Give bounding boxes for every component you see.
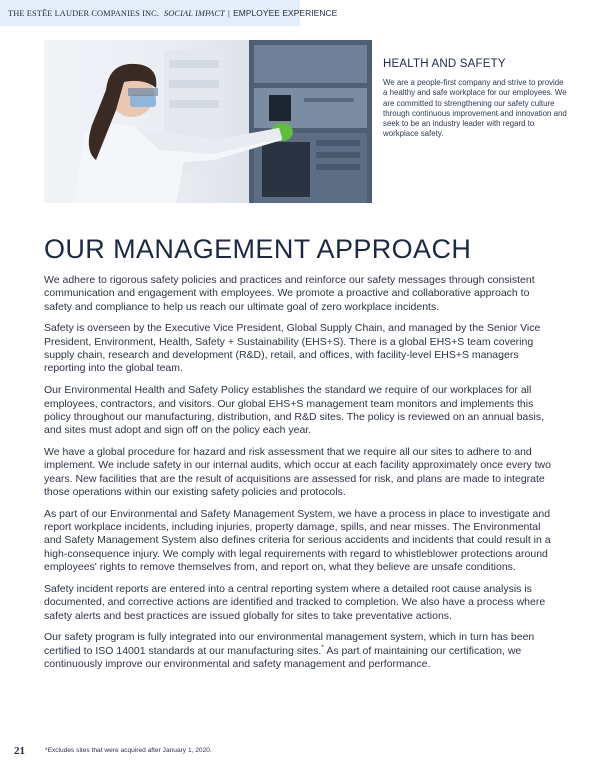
health-safety-title: HEALTH AND SAFETY: [383, 58, 506, 70]
paragraph-text: As part of maintaining our certification, we continuously improve our environmental and safety management and performance.: [44, 644, 522, 670]
health-safety-callout: [383, 58, 568, 140]
page-footer: [0, 742, 600, 762]
paragraph: Our Environmental Health and Safety Policy establishes the standard we require of our workplaces for all employees, contractors, and visitors. Our global EHS+S management team monitors and implements this policy throughout our manufacturing, distribution, and R&D sites. The policy is reviewed on an annual basis, and sites must adopt and sign off on the policy each year.: [44, 384, 545, 437]
header-separator: |: [227, 8, 231, 18]
page-header: [0, 0, 338, 26]
lab-photo-illustration: [44, 40, 372, 203]
paragraph: Safety incident reports are entered into a central reporting system where a detailed root cause analysis is documented, and corrective actions are identified and tracked to completion. We also have a process where safety alerts and best practices are issued globally for sites to take preventative actions.: [44, 582, 546, 622]
paragraph: We adhere to rigorous safety policies and practices and reinforce our safety messages through consistent communication and engagement with employees. We promote a proactive and collaborative approach to safety and compliance to help us reach our ultimate goal of zero workplace incidents.: [44, 274, 535, 313]
footnote-marker: *: [321, 644, 324, 652]
footnote: *Excludes sites that were acquired after January 1, 2020.: [45, 747, 212, 754]
section-label: SOCIAL IMPACT: [163, 8, 225, 18]
paragraph-last: [44, 631, 558, 671]
paragraph: Safety is overseen by the Executive Vice President, Global Supply Chain, and managed by the Senior Vice President, Environment, Health, Safety + Sustainability (EHS+S). There is a global EHS+S team covering supply chain, research and development (R&D), retail, and offices, with facility-level EHS+S managers reporting into the global team.: [44, 322, 541, 375]
page-title: OUR MANAGEMENT APPROACH: [44, 234, 472, 264]
paragraph: We have a global procedure for hazard and risk assessment that we require all our sites to adhere to and implement. We include safety in our internal audits, which occur at each facility approximately once every two years. New facilities that are the result of acquisitions are assessed for risk, and plans are made to integrate those operations within our existing safety policies and protocols.: [44, 446, 551, 498]
subsection-label: EMPLOYEE EXPERIENCE: [233, 8, 338, 18]
lab-photo: [44, 40, 372, 203]
body-content: [44, 274, 558, 680]
paragraph: As part of our Environmental and Safety Management System, we have a process in place to investigate and report workplace incidents, including injuries, property damage, spills, and near misses. The Environmental and Safety Management System also defines criteria for serious accidents and incidents that could result in a high-consequence injury. We comply with legal requirements with regard to whistleblower protections around employees' rights to remove themselves from, and report on, what they believe are unsafe conditions.: [44, 507, 551, 574]
paragraph-text: Our safety program is fully integrated into our environmental management system, which in turn has been certified to ISO 14001 standards at our manufacturing sites.: [44, 631, 535, 657]
page-number: 21: [14, 745, 25, 757]
brand-name: THE ESTĒE LAUDER COMPANIES INC.: [8, 8, 159, 18]
health-safety-text: We are a people-first company and strive to provide a healthy and safe workplace for our employees. We are committed to strengthening our safety culture through continuous improvement and innovation and seek to be an industry leader with regard to workplace safety.: [383, 78, 567, 139]
